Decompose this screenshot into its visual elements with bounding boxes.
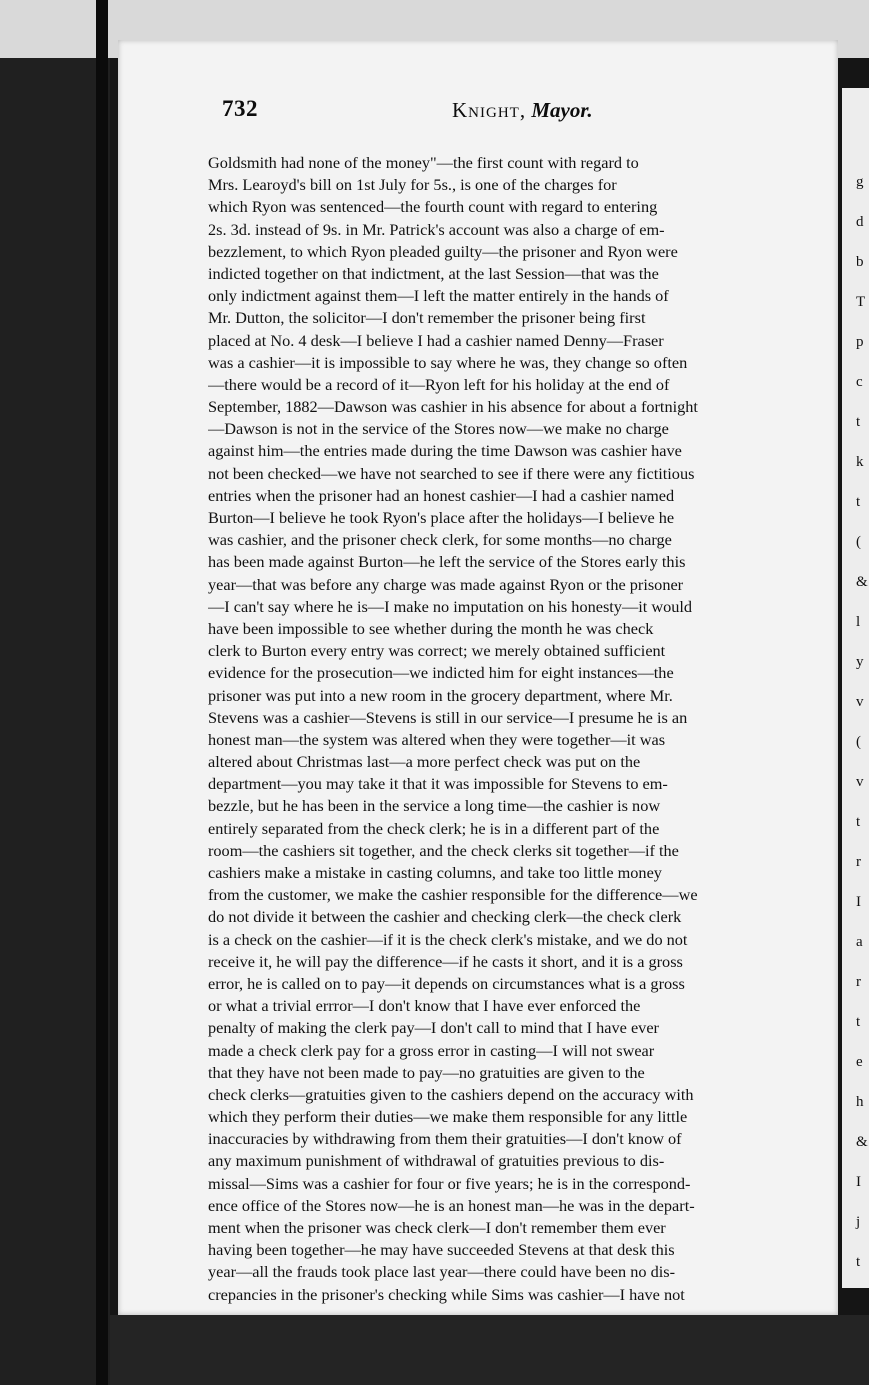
text-line: made a check clerk pay for a gross error in casting—I will not swear [208,1040,655,1060]
text-line: placed at No. 4 desk—I believe I had a cashier named Denny—Fraser [208,330,664,350]
text-line: prisoner was put into a new room in the grocery department, where Mr. [208,685,673,705]
text-line: September, 1882—Dawson was cashier in his absence for about a fortnight [208,397,698,417]
text-line: Mrs. Learoyd's bill on 1st July for 5s., is one of the charges for [208,175,617,195]
text-line: Mr. Dutton, the solicitor—I don't remember the prisoner being first [208,308,646,328]
running-head [452,98,593,123]
text-line: —Dawson is not in the service of the Stores now—we make no charge [208,419,669,439]
text-line: error, he is called on to pay—it depends on circumstances what is a gross [208,973,685,993]
text-line: —I can't say where he is—I make no imputation on his honesty—it would [208,596,693,616]
text-line: year—that was before any charge was made against Ryon or the prisoner [208,574,684,594]
facing-page-letter: I [856,1174,861,1190]
facing-page-letter: I [856,894,861,910]
text-line: entirely separated from the check clerk; he is in a different part of the [208,818,660,838]
scan-bottom-margin [110,1315,869,1385]
facing-page-letter: c [856,374,863,390]
text-line: altered about Christmas last—a more perfect check was put on the [208,752,641,772]
facing-page-letter: r [856,854,861,870]
text-line: was cashier, and the prisoner check clerk, for some months—no charge [208,530,672,550]
text-line: has been made against Burton—he left the service of the Stores early this [208,552,686,572]
text-line: clerk to Burton every entry was correct; we merely obtained sufficient [208,641,666,661]
facing-page-letter: l [856,614,861,630]
text-line: is a check on the cashier—if it is the check clerk's mistake, and we do not [208,929,688,949]
facing-page-letter: a [856,934,863,950]
text-line: 2s. 3d. instead of 9s. in Mr. Patrick's account was also a charge of em- [208,219,665,239]
text-line: have been impossible to see whether during the month he was check [208,618,654,638]
page-header [222,96,762,130]
text-line: any maximum punishment of withdrawal of gratuities previous to dis- [208,1151,665,1171]
text-line: bezzle, but he has been in the service a long time—the cashier is now [208,796,661,816]
text-line: ence office of the Stores now—he is an honest man—he was in the depart- [208,1195,695,1215]
facing-page-letter: b [856,254,864,270]
text-line: that they have not been made to pay—no gratuities are given to the [208,1062,645,1082]
running-head-title: Mayor. [531,98,593,122]
text-line: indicted together on that indictment, at the last Session—that was the [208,263,659,283]
text-line: having been together—he may have succeeded Stevens at that desk this [208,1240,675,1260]
text-line: only indictment against them—I left the matter entirely in the hands of [208,286,669,306]
text-line: which they perform their duties—we make them responsible for any little [208,1107,688,1127]
page-number: 732 [222,96,258,121]
text-line: check clerks—gratuities given to the cashiers depend on the accuracy with [208,1084,694,1104]
text-line: bezzlement, to which Ryon pleaded guilty—the prisoner and Ryon were [208,241,678,261]
facing-page-letter: y [856,654,864,670]
text-line: —there would be a record of it—Ryon left for his holiday at the end of [208,374,670,394]
running-head-name: Knight, [452,98,527,122]
facing-page-letter: & [856,1134,868,1150]
facing-page-letter: t [856,814,861,830]
facing-page-letter: T [856,294,866,310]
text-line: ment when the prisoner was check clerk—I don't remember them ever [208,1218,666,1237]
facing-page-letter: v [856,694,864,710]
text-line: from the customer, we make the cashier responsible for the difference—we [208,885,698,905]
facing-page-letter: k [856,454,864,470]
text-line: evidence for the prosecution—we indicted him for eight instances—the [208,663,674,683]
facing-page-letter: r [856,974,861,990]
text-line: Stevens was a cashier—Stevens is still in our service—I presume he is an [208,707,688,727]
facing-page-letter: h [856,1094,864,1110]
book-spine-edge [96,0,108,1385]
text-line: Goldsmith had none of the money"—the first count with regard to [208,153,639,172]
text-line: year—all the frauds took place last year—there could have been no dis- [208,1262,675,1282]
text-line: was a cashier—it is impossible to say where he was, they change so often [208,352,688,372]
facing-page-letter: t [856,414,861,430]
facing-page-letter: ( [856,734,861,750]
text-line: inaccuracies by withdrawing from them their gratuities—I don't know of [208,1129,682,1149]
text-line: not been checked—we have not searched to see if there were any fictitious [208,463,695,483]
text-line: entries when the prisoner had an honest cashier—I had a cashier named [208,485,675,505]
text-line: against him—the entries made during the time Dawson was cashier have [208,441,682,461]
scan-left-margin [0,58,110,1385]
text-line: receive it, he will pay the difference—if he casts it short, and it is a gross [208,951,683,971]
text-line: cashiers make a mistake in casting columns, and take too little money [208,863,662,882]
text-line: Burton—I believe he took Ryon's place after the holidays—I believe he [208,508,675,527]
facing-page-letter: ( [856,534,861,550]
facing-page-letter: v [856,774,864,790]
facing-page-letter: e [856,1054,863,1070]
facing-page-letter: t [856,1014,861,1030]
facing-page-letter: t [856,1254,861,1270]
facing-page-letter: g [856,174,864,190]
facing-page-letter: p [856,334,864,350]
facing-page-letter: d [856,214,864,230]
text-line: room—the cashiers sit together, and the check clerks sit together—if the [208,840,679,860]
page-body-text [208,152,820,1306]
text-line: penalty of making the clerk pay—I don't call to mind that I have ever [208,1018,659,1038]
facing-page-letter: j [856,1214,861,1230]
text-line: do not divide it between the cashier and checking clerk—the check clerk [208,907,682,927]
text-line: or what a trivial errror—I don't know that I have ever enforced the [208,996,641,1016]
text-line: which Ryon was sentenced—the fourth count with regard to entering [208,197,658,217]
facing-page-letter: t [856,494,861,510]
facing-page-letter: & [856,574,868,590]
text-line: honest man—the system was altered when they were together—it was [208,729,666,749]
facing-page-fragment [842,88,869,1288]
text-line: department—you may take it that it was impossible for Stevens to em- [208,774,668,794]
text-line: crepancies in the prisoner's checking while Sims was cashier—I have not [208,1284,685,1304]
text-line: missal—Sims was a cashier for four or five years; he is in the correspond- [208,1173,691,1193]
